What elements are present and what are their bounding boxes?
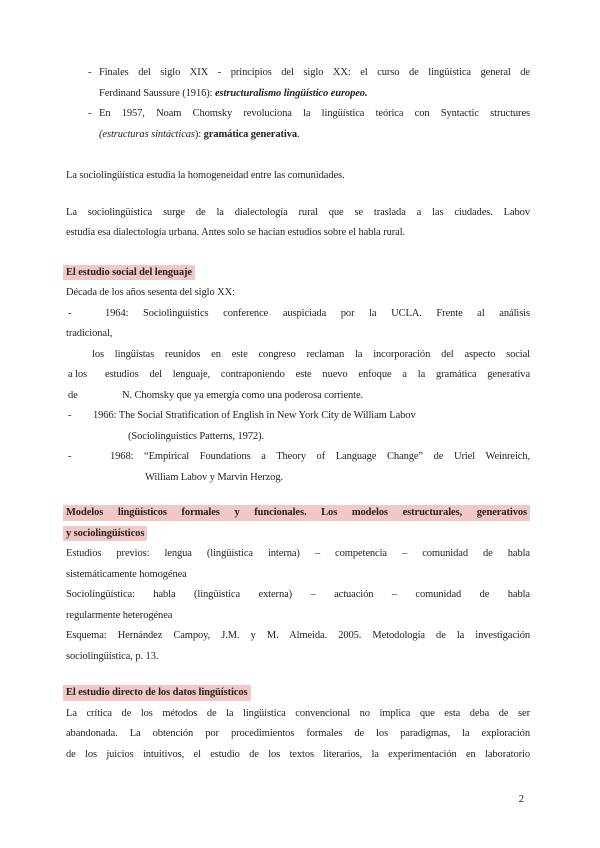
timeline-item-1968 (66, 447, 530, 488)
heading-line (66, 503, 530, 524)
text-line (66, 365, 530, 386)
paragraph-estudios-previos (66, 544, 530, 585)
text-segment: los lingüistas reunidos en este congreso reclaman la incorporación del aspecto social (92, 348, 530, 360)
text-segment: 1966: The Social Stratification of English in New York City de William Labov (93, 410, 416, 421)
bullet-marker: - (88, 108, 92, 119)
highlighted-heading-text: Modelos lingüísticos formales y funcionales. Los modelos estructurales, generativos (63, 505, 530, 521)
text-segment: estudios del lenguaje, contraponiendo este nuevo enfoque a la gramática generativa (105, 369, 530, 380)
text-segment: 1964: Sociolinguistics conference auspiciada por la UCLA. Frente al análisis (105, 307, 530, 319)
page-number: 2 (518, 793, 524, 805)
paragraph-dialectologia (66, 203, 530, 244)
text-line: La crítica de los métodos de la lingüística convencional no implica que esta deba de ser (66, 707, 530, 719)
text-line: sistemáticamente homogénea (66, 568, 187, 580)
highlighted-heading-text: y sociolingüísticos (63, 526, 147, 542)
bullet-item-saussure (66, 63, 530, 104)
bullet-item-chomsky (66, 104, 530, 145)
bullet-marker: - (68, 307, 72, 319)
text-line (66, 468, 530, 489)
timeline-list (66, 304, 530, 489)
text-line: sociolingüística, p. 13. (66, 650, 159, 662)
text-line: Estudios previos: lengua (lingüística interna) – competencia – comunidad de habla (66, 548, 530, 559)
bullet-marker: - (68, 451, 72, 462)
text-line (66, 406, 530, 427)
paragraph-esquema (66, 626, 530, 667)
heading-estudio-social (66, 263, 530, 284)
bullet-marker: - (68, 410, 72, 421)
text-line: tradicional, (66, 328, 113, 339)
text-line: En 1957, Noam Chomsky revoluciona la lingüística teórica con Syntactic structures (99, 108, 530, 119)
page-content (66, 63, 530, 765)
paragraph-homogeneidad (66, 166, 530, 187)
text-line (99, 84, 530, 105)
text-segment: N. Chomsky que ya emergía como una poderosa corriente. (122, 389, 364, 401)
text-line: La sociolingüística surge de la dialectología rural que se traslada a las ciudades. Labov (66, 206, 530, 218)
heading-estudio-directo (66, 683, 530, 704)
highlighted-heading-text: El estudio social del lenguaje (63, 265, 195, 281)
text-line: de los juicios intuitivos, el estudio de los textos literarios, la experimentación en laboratorio (66, 748, 530, 760)
text-line (66, 345, 530, 366)
heading-line (66, 524, 530, 545)
text-line (66, 386, 530, 407)
margin-word: de (68, 389, 78, 401)
text-line (66, 447, 530, 468)
timeline-item-1964 (66, 304, 530, 407)
text-segment: ( (99, 128, 103, 140)
paragraph-critica (66, 704, 530, 766)
text-segment: William Labov y Marvin Herzog. (145, 471, 283, 483)
text-line: Esquema: Hernández Campoy, J.M. y M. Almeida. 2005. Metodología de la investigación (66, 630, 530, 641)
paragraph-decada (66, 283, 530, 304)
text-line: Década de los años sesenta del siglo XX: (66, 287, 235, 298)
text-segment: ): (194, 128, 204, 140)
text-segment: 1968: “Empirical Foundations a Theory of Language Change” de Uriel Weinreich, (110, 451, 530, 462)
text-segment-italic: estructuras sintácticas (102, 128, 195, 140)
text-line: regularmente heterogénea (66, 609, 173, 621)
text-line: Finales del siglo XIX - principios del siglo XX: el curso de lingüística general de (99, 67, 530, 78)
text-line (66, 427, 530, 448)
text-segment-bold: gramática generativa (203, 128, 297, 140)
text-line (66, 304, 530, 325)
intro-bullet-list (66, 63, 530, 145)
margin-word: a los (68, 369, 88, 380)
text-segment: Ferdinand Saussure (1916): (99, 87, 215, 99)
highlighted-heading-text: El estudio directo de los datos lingüísticos (63, 685, 251, 701)
text-segment: (Sociolinguistics Patterns, 1972). (128, 430, 265, 442)
text-line: La sociolingüística estudia la homogeneidad entre las comunidades. (66, 170, 345, 181)
text-line: abandonada. La obtención por procedimientos formales de los paradigmas, la exploración (66, 728, 530, 739)
text-line: Sociolingüística: habla (lingüística externa) – actuación – comunidad de habla (66, 589, 530, 600)
timeline-item-1966 (66, 406, 530, 447)
text-segment: . (297, 128, 300, 140)
heading-modelos (66, 503, 530, 544)
paragraph-sociolinguistica (66, 585, 530, 626)
text-segment-bold-italic: estructuralismo lingüístico europeo. (215, 87, 368, 99)
text-line (99, 125, 530, 146)
text-line: estudia esa dialectología urbana. Antes solo se hacían estudios sobre el habla rural. (66, 227, 406, 238)
bullet-marker: - (88, 67, 92, 78)
